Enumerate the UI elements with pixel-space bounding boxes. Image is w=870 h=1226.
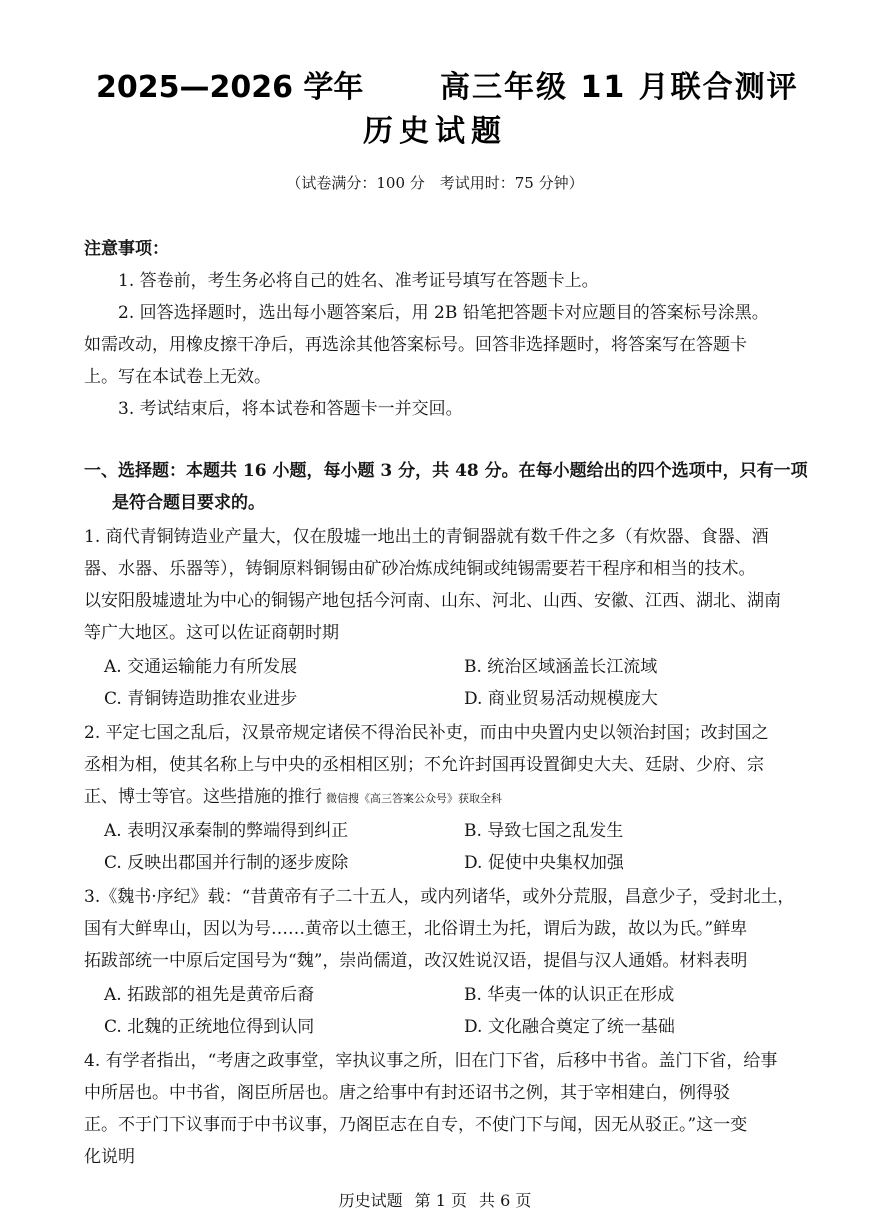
- question-2-stem-2: 丞相为相，使其名称上与中央的丞相相区别；不允许封国再设置御史大夫、廷尉、少府、宗: [84, 755, 764, 775]
- question-3-option-b: B. 华夷一体的认识正在形成: [464, 985, 675, 1005]
- notice-item-1: 1. 答卷前，考生务必将自己的姓名、准考证号填写在答题卡上。: [118, 271, 599, 291]
- question-4-stem: 4. 有学者指出，“考唐之政事堂，宰执议事之所，旧在门下省，后移中书省。盖门下省，给事: [84, 1051, 778, 1071]
- section-heading-cont: 是符合题目要求的。: [112, 493, 265, 513]
- question-1-stem-4: 等广大地区。这可以佐证商朝时期: [84, 623, 339, 643]
- question-2-option-c: C. 反映出郡国并行制的逐步废除: [104, 853, 349, 873]
- question-3-stem-2: 国有大鲜卑山，因以为号……黄帝以土德王，北俗谓土为托，谓后为跋，故以为氏。”鲜卑: [84, 919, 748, 939]
- question-1-option-b: B. 统治区域涵盖长江流域: [464, 657, 658, 677]
- question-1-stem-3: 以安阳殷墟遗址为中心的铜锡产地包括今河南、山东、河北、山西、安徽、江西、湖北、湖南: [84, 591, 781, 611]
- exam-name: 高三年级 11 月联合测评: [440, 70, 799, 105]
- notice-item-2-end: 上。写在本试卷上无效。: [84, 367, 271, 387]
- footer-subject: 历史试题: [338, 1191, 403, 1210]
- notice-item-2-cont: 如需改动，用橡皮擦干净后，再选涂其他答案标号。回答非选择题时，将答案写在答题卡: [84, 335, 747, 355]
- page-footer: [0, 1188, 870, 1211]
- question-2-option-a: A. 表明汉承秦制的弊端得到纠正: [104, 821, 349, 841]
- question-2-stem-3-text: 正、博士等官。这些措施的推行: [84, 787, 322, 807]
- question-1-stem: 1. 商代青铜铸造业产量大，仅在殷墟一地出土的青铜器就有数千件之多（有炊器、食器、酒: [84, 527, 769, 547]
- footer-page-total: 共 6 页: [479, 1191, 532, 1210]
- question-3-option-c: C. 北魏的正统地位得到认同: [104, 1017, 315, 1037]
- school-year: 2025—2026 学年: [96, 70, 364, 105]
- watermark-note: 微信搜《高三答案公众号》获取全科: [326, 792, 502, 805]
- footer-page-number: 第 1 页: [414, 1191, 467, 1210]
- notice-item-2: 2. 回答选择题时，选出每小题答案后，用 2B 铅笔把答题卡对应题目的答案标号涂黑。: [118, 303, 769, 323]
- question-1-stem-2: 器、水器、乐器等），铸铜原料铜锡由矿砂冶炼成纯铜或纯锡需要若干程序和相当的技术。: [84, 559, 756, 579]
- question-4-stem-4: 化说明: [84, 1147, 135, 1167]
- question-3-stem: 3.《魏书·序纪》载：“昔黄帝有子二十五人，或内列诸华，或外分荒服，昌意少子，受封北土，: [84, 887, 795, 907]
- question-3-option-d: D. 文化融合奠定了统一基础: [464, 1017, 675, 1037]
- question-2-stem-3: [84, 786, 502, 810]
- notice-item-3: 3. 考试结束后，将本试卷和答题卡一并交回。: [118, 399, 463, 419]
- question-4-stem-2: 中所居也。中书省，阁臣所居也。唐之给事中有封还诏书之例，其于宰相建白，例得驳: [84, 1083, 730, 1103]
- paper-title: 历史试题: [363, 114, 507, 149]
- question-1-option-d: D. 商业贸易活动规模庞大: [464, 689, 658, 709]
- section-heading: 一、选择题：本题共 16 小题，每小题 3 分，共 48 分。在每小题给出的四个选项中，只有一项: [84, 461, 808, 481]
- notice-heading: 注意事项：: [84, 239, 169, 259]
- question-1-option-a: A. 交通运输能力有所发展: [104, 657, 298, 677]
- question-2-option-d: D. 促使中央集权加强: [464, 853, 624, 873]
- question-2-stem: 2. 平定七国之乱后，汉景帝规定诸侯不得治民补吏，而由中央置内史以领治封国；改封国之: [84, 723, 769, 743]
- question-3-option-a: A. 拓跋部的祖先是黄帝后裔: [104, 985, 315, 1005]
- question-1-option-c: C. 青铜铸造助推农业进步: [104, 689, 298, 709]
- exam-info: （试卷满分：100 分 考试用时：75 分钟）: [286, 174, 584, 192]
- question-3-stem-3: 拓跋部统一中原后定国号为“魏”，崇尚儒道，改汉姓说汉语，提倡与汉人通婚。材料表明: [84, 951, 748, 971]
- question-2-option-b: B. 导致七国之乱发生: [464, 821, 624, 841]
- question-4-stem-3: 正。不于门下议事而于中书议事，乃阁臣志在自专，不使门下与闻，因无从驳正。”这一变: [84, 1115, 748, 1135]
